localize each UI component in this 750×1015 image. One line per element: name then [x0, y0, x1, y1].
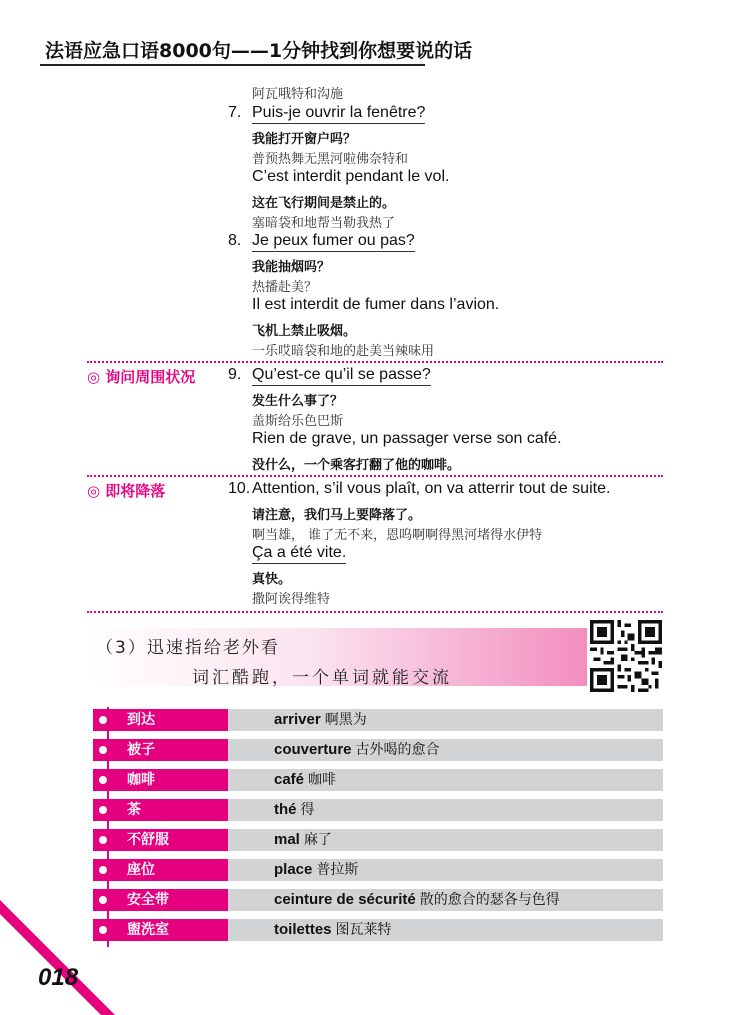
chinese-reply: 这在飞行期间是禁止的。 [252, 196, 396, 211]
chinese-reply: 真快。 [252, 572, 292, 587]
entry-number: 10. [228, 480, 251, 497]
vocab-chinese-label [93, 799, 228, 821]
dotted-divider [87, 475, 663, 477]
vocab-pronunciation: 散的愈合的瑟各与色得 [419, 892, 560, 908]
page-header-title: 法语应急口语8000句——1分钟找到你想要说的话 [45, 40, 473, 62]
corner-stripe-decoration [0, 900, 120, 1015]
vocab-pronunciation: 咖啡 [308, 772, 337, 788]
pronunciation-text: 塞暗袋和地帮当勒我热了 [252, 216, 396, 231]
chinese-translation: 发生什么事了？ [252, 394, 344, 409]
bullet-dot-icon [99, 836, 107, 844]
vocab-french-word: arriver [274, 711, 321, 728]
pronunciation-text: 普预热舞无黑河啦佛奈特和 [252, 152, 409, 167]
chinese-translation: 请注意，我们马上要降落了。 [252, 508, 422, 523]
vocab-pronunciation: 普拉斯 [316, 862, 359, 878]
banner-title: （3）迅速指给老外看 [96, 638, 280, 658]
vocab-chinese-label [93, 829, 228, 851]
vocab-row [93, 769, 663, 791]
vocab-french-cell [228, 769, 663, 791]
french-sentence: Qu’est-ce qu’il se passe? [252, 366, 431, 386]
bullet-dot-icon [99, 806, 107, 814]
french-reply: Ça a été vite. [252, 544, 346, 564]
bullet-dot-icon [99, 746, 107, 754]
header-rule [40, 64, 425, 66]
vocab-row [93, 739, 663, 761]
french-reply: Il est interdit de fumer dans l’avion. [252, 296, 500, 313]
vocab-row [93, 709, 663, 731]
vocab-french-cell [228, 829, 663, 851]
vocab-pronunciation: 图瓦莱特 [335, 922, 392, 938]
vocab-chinese-label [93, 709, 228, 731]
section-heading: ◎ 即将降落 [87, 482, 166, 500]
page-number: 018 [38, 964, 79, 991]
vocab-pronunciation: 得 [300, 802, 315, 818]
entry-number: 7. [228, 104, 242, 121]
vocab-row [93, 859, 663, 881]
chinese-reply: 没什么，一个乘客打翻了他的咖啡。 [252, 458, 461, 473]
bullet-dot-icon [99, 776, 107, 784]
vocab-french-cell [228, 799, 663, 821]
qr-code-icon[interactable] [590, 620, 662, 692]
pronunciation-text: 啊当雄， 谁了无不来，恩呜啊啊得黑河堵得水伊特 [252, 528, 543, 543]
french-sentence: Je peux fumer ou pas? [252, 232, 415, 252]
chinese-translation: 我能打开窗户吗？ [252, 132, 357, 147]
vocab-french-word: mal [274, 831, 300, 848]
pronunciation-text: 一乐哎暗袋和地的赴美当辣味用 [252, 344, 435, 359]
vocab-chinese-text: 安全带 [127, 892, 169, 908]
vocab-chinese-text: 咖啡 [127, 772, 155, 788]
french-sentence: Attention, s’il vous plaît, on va atterrir tout de suite. [252, 480, 611, 497]
vocab-french-word: café [274, 771, 305, 788]
vocab-row [93, 829, 663, 851]
vocab-chinese-text: 盥洗室 [127, 922, 169, 938]
vocab-chinese-text: 茶 [127, 802, 141, 818]
vocab-french-cell [228, 859, 663, 881]
vocab-pronunciation: 啊黑为 [324, 712, 367, 728]
vocab-french-word: couverture [274, 741, 352, 758]
pronunciation-text: 盖斯给乐色巴斯 [252, 414, 344, 429]
vocab-row [93, 799, 663, 821]
french-sentence: Puis-je ouvrir la fenêtre? [252, 104, 425, 124]
french-reply: C’est interdit pendant le vol. [252, 168, 450, 185]
vocab-french-word: thé [274, 801, 297, 818]
pronunciation-text: 撒阿诶得维特 [252, 592, 331, 607]
dotted-divider [87, 611, 663, 613]
french-reply: Rien de grave, un passager verse son café. [252, 430, 562, 447]
entry-number: 8. [228, 232, 242, 249]
vocab-french-cell [228, 919, 663, 941]
vocab-french-cell [228, 889, 663, 911]
vocab-french-cell [228, 709, 663, 731]
vocab-chinese-text: 被子 [127, 742, 155, 758]
vocab-french-cell [228, 739, 663, 761]
banner-subtitle: 词汇酷跑，一个单词就能交流 [192, 668, 452, 688]
chinese-reply: 飞机上禁止吸烟。 [252, 324, 357, 339]
vocab-row [93, 889, 663, 911]
pronunciation-text: 阿瓦哦特和沟施 [252, 87, 344, 102]
vocab-pronunciation: 麻了 [303, 832, 332, 848]
bullet-dot-icon [99, 866, 107, 874]
entry-number: 9. [228, 366, 242, 383]
chinese-translation: 我能抽烟吗？ [252, 260, 331, 275]
bullet-dot-icon [99, 716, 107, 724]
vocab-french-word: place [274, 861, 313, 878]
vocab-chinese-label [93, 769, 228, 791]
dotted-divider [87, 361, 663, 363]
vocab-row [93, 919, 663, 941]
vocab-french-word: toilettes [274, 921, 332, 938]
vocab-pronunciation: 古外喝的愈合 [355, 742, 440, 758]
vocab-chinese-text: 不舒服 [127, 832, 169, 848]
pronunciation-text: 热播赴美？ [252, 280, 318, 295]
section-heading: ◎ 询问周围状况 [87, 368, 196, 386]
vocab-chinese-label [93, 859, 228, 881]
vocab-french-word: ceinture de sécurité [274, 891, 416, 908]
vocab-chinese-text: 到达 [127, 712, 155, 728]
vocab-chinese-text: 座位 [127, 862, 155, 878]
vocab-chinese-label [93, 739, 228, 761]
